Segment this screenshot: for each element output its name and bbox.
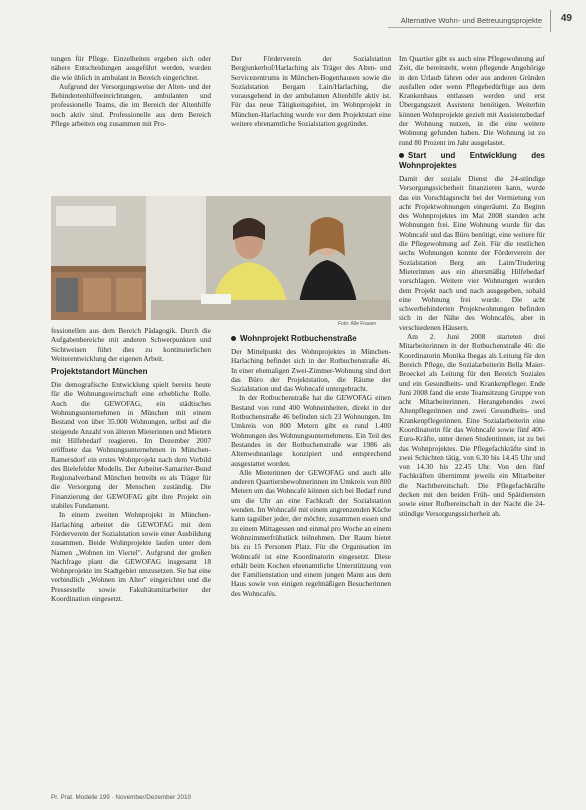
page-number-separator [550, 10, 551, 32]
photo-credit: Foto: Alle Frauen [338, 321, 377, 327]
header-rule [388, 27, 542, 28]
paragraph: Damit der soziale Dienst die 24-stündige Versorgungssicherheit finanzieren kann, wurde das ein Vorschlagsrecht bei der Vermietung von acht Projektwohnungen eingeräumt. Zu Beginn des Wohnprojektes im Mai 2008 standen acht Wohnungen frei. Eine Wohnung wurde für das Wohncafé und das Büro benötigt, eine weitere für die Pflegewohnung auf Zeit. Für die restlichen sechs Wohnungen konnte der Förderverein der Sozialstation Berg am Laim/Trudering Mieterinnen aus ein altersmäßig Hilfebedarf vorschlagen. Weitere vier Wohnungen wurden dem Projekt nach und nach ausgegeben, sobald eine Wohnung frei wurde. Die acht schwerbehinderten Projektwohnungen befinden sich in der Nähe des Wohncafés, aber in verschiedenen Häusern. [399, 173, 545, 332]
column-1-bottom [51, 326, 211, 603]
team-photo [51, 196, 391, 320]
bullet-icon [231, 336, 236, 341]
bullet-icon [399, 153, 404, 158]
column-3 [399, 54, 545, 518]
footer-text: Pr. Prat. Modelle 199 · November/Dezember 2010 [51, 794, 191, 801]
paragraph: In der Rotbuchenstraße hat die GEWOFAG einen Bestand von rund 400 Wohneinheiten, direkt in der Rotbuchenstraße 46 befinden sich 23 Wohnungen. Im Umkreis von 800 Metern gibt es rund 1.400 Wohnungen des Wohnungsunternehmens. Ein Teil des Bestandes in der Rotbuchenstraße war 1986 als Altenwohnanlage konzipiert und entsprechend ausgestattet worden. [231, 393, 391, 468]
page-header [0, 0, 586, 40]
section-heading-text: Start und Entwicklung des Wohnprojektes [399, 150, 545, 170]
page-number: 49 [560, 13, 572, 24]
paragraph: Die demografische Entwicklung spielt bereits heute für die Wohnungswirtschaft eine erhebliche Rolle. Auch die GEWOFAG, ein städtisches Wohnungsunternehmen in München mit einem Bestand von über 35.000 Wohnungen, selbst auf die steigende Anzahl von älteren Mieterinnen und Mietern mit Hilfebedarf reagieren. Im Dezember 2007 eröffnete das Wohnungsunternehmen in München-Ramersdorf ein erstes Wohnprojekt nach dem Vorbild des Bielefelder Modells. Der Arbeiter-Samariter-Bund Regionalverband München betreibt es als Träger für die Versorgung der Menschen zuständig. Die Finanzierung der GEWOFAG gibt ihre Projekt ein stabiles Fundament. [51, 380, 211, 511]
section-heading [231, 334, 391, 344]
paragraph: Der Mittelpunkt des Wohnprojektes in München-Harlaching befindet sich in der Rotbuchenstraße 46. In einer ehemaligen Zwei-Zimmer-Wohnung sind dort das Büro der Projektstation, die Räume der Sozialstation und das Wohncafé untergebracht. [231, 347, 391, 394]
section-heading: Projektstandort München [51, 367, 148, 377]
paragraph: Am 2. Juni 2008 starteten drei Mitarbeiterinnen in der Rotbuchenstraße 46: die Koordinatorin Monika Ibegas als Leitung für den Bereich Pflege, die Sozialarbeiterin Bella Maier-Broeckel als Leitung für den Bereich Soziales und ein Gesundheits- und Krankenpfleger. Ende Juni 2008 fand die erste Teamsitzung Gruppe von acht Mitarbeiterinnen. Herangehendes zwei Altenpflegerinnen und zwei Gesundheits- und Krankenpflegerinnen. Eine Sozialarbeiterin eine Koordinatorin für das Wohncafé sowie fünf 400-Euro-Kräfte, unter denen Studentinnen, ist zu bei das Wohnprojektes. Die Pflegefachkräfte sind in zwei Schichten tätig, von 6.30 bis 14.45 Uhr und von 14.30 bis 22.45 Uhr. Von den fünf Fachkräften übernimmt jeweils ein Mitarbeiter die Nachtbereitschaft. Die Pflegefachkräfte decken mit den beiden Früh- und Spätdiensten sowie einer Rufbereitschaft in der Nacht die 24-stündige Versorgungssicherheit ab. [399, 332, 545, 518]
photo-illustration [51, 196, 391, 320]
section-heading-text: Wohnprojekt Rotbuchenstraße [240, 334, 357, 343]
paragraph: Der Förderverein der Sozialstation Bergjunkerhof/Harlaching als Träger des Alten- und Servicezentrums in München-Bogenhausen sowie die Sozialstation Bergam Lain/Harlaching, die vorausgehend in der ambulanten Altenhilfe aktiv ist. Für das neue Tätigkeitsgebiet, im Wohnprojekt in München-Harlaching wurde vor dem Projektstart eine weitere ehrenamtliche Sozialstation gegründet. [231, 54, 391, 129]
section-title: Alternative Wohn- und Betreuungsprojekte [400, 16, 542, 25]
paragraph: Aufgrund der Versorgungsweise der Alten- und der Behindertenhilfeeinrichtungen, ambulanten und professionelle Teams, die im Bereich der Altenhilfe noch aktiv sind. Professionelle aus dem Bereich Pflege arbeiten eng zusammen mit Pro- [51, 81, 211, 129]
section-heading [399, 151, 545, 171]
column-1-top [51, 54, 211, 128]
column-2-top [231, 54, 391, 128]
paragraph: tungen für Pflege. Einzelheiten ergeben sich oder nähere Entscheidungen ausgeführt werden, wurden die wie üblich in ambulant in Bereich eingerichtet. [51, 54, 211, 82]
paragraph: Im Quartier gibt es auch eine Pflegewohnung auf Zeit, die bereitsteht, wenn pflegende Angehörige in den Urlaub fahren oder aus anderen Gründen ausfallen oder wenn Pflegebedürftige aus dem Krankenhaus entlassen werden und erst Übergangszeit Assistenz benötigen. Weiterhin können Wohnprojekte gezielt mit Assistenzbedarf der Wohnung nutzen, in die eine weitere Wohnung gefunden haben. Die Wohnung ist zu rund 80 Prozent im Jahr ausgelastet. [399, 54, 545, 147]
column-2-bottom [231, 330, 391, 598]
paragraph: In einem zweiten Wohnprojekt in München-Harlaching arbeitet die GEWOFAG mit dem Förderverein der Sozialstation sowie einer Ausbildung zusammen. Beide Wohnprojekte laufen unter dem Namen „Wohnen im Viertel". Aufgrund der großen Nachfrage plant die GEWOFAG insgesamt 18 Wohnprojekte im Stadtgebiet umzusetzen. Sie hat eine verbindlich „Wohnen im Alter" eingerichtet und die Pressestelle sowie Fakultätsmitarbeiter der Koordination eingesetzt. [51, 510, 211, 604]
paragraph: Alle Mieterinnen der GEWOFAG und auch alle anderen Quartiersbewohnerinnen im Umkreis von 800 Metern um das Wohncafé können sich bei Bedarf rund um die Uhr an eine Fachkraft der Sozialstation wenden. Im Wohncafé mit einem angrenzenden Küche kann tagsüber jeder, der möchte, zusammen essen und zu einem Mittagessen und einmal pro Woche an einem Wohnzimmerfrühstück teilnehmen. Der Raum bietet bis zu 15 Personen Platz. Für die Organisation im Wohncafé ist eine Koordinatorin eingesetzt. Diese erhält beim Kochen ehrenamtliche Unterstützung von der Familienstation und einem jungen Mann aus dem Haus sowie von einigen regelmäßigen Besucherinnen des Wohncafés. [231, 467, 391, 598]
paragraph: fessionellen aus dem Bereich Pädagogik. Durch die Aufgabenbereiche mit anderen Schwerpunkten und Sichtweisen führt dies zu kontinuierlichen Weiterentwicklung der eigenen Arbeit. [51, 326, 211, 363]
